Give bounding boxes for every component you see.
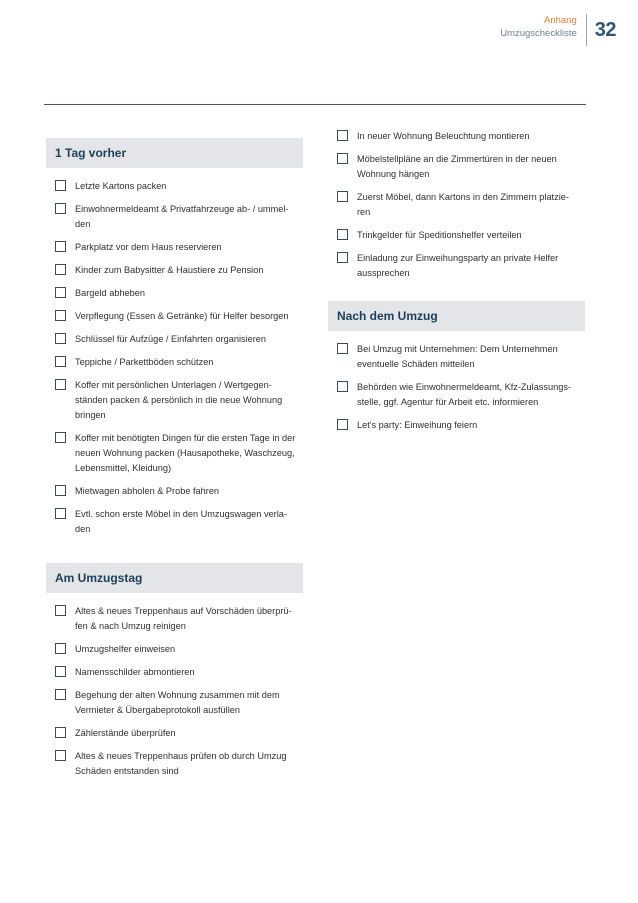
checklist-item <box>46 309 303 324</box>
checkbox[interactable] <box>55 287 66 298</box>
checkbox[interactable] <box>55 356 66 367</box>
left-column <box>46 138 303 805</box>
checklist-item-text: Koffer mit persönlichen Unterlagen / Wertgegen-ständen packen & persönlich in die neue Wohnung bringen <box>75 380 283 420</box>
checklist-item <box>46 263 303 278</box>
checklist-item-text: Schlüssel für Aufzüge / Einfahrten organisieren <box>75 334 267 344</box>
checkbox[interactable] <box>55 485 66 496</box>
checkbox[interactable] <box>55 241 66 252</box>
checklist-item <box>328 129 585 144</box>
checklist-item <box>46 665 303 680</box>
checklist-item <box>328 342 585 372</box>
right-column <box>328 129 585 459</box>
checklist-item-text: Teppiche / Parkettböden schützen <box>75 357 214 367</box>
header-subtitle: Umzugscheckliste <box>500 28 577 39</box>
page-number: 32 <box>594 19 616 41</box>
checklist-item-text: Einladung zur Einweihungsparty an private Helfer aussprechen <box>357 253 559 278</box>
checklist-item <box>46 332 303 347</box>
checkbox[interactable] <box>337 381 348 392</box>
checkbox[interactable] <box>55 727 66 738</box>
checkbox[interactable] <box>55 689 66 700</box>
section-title: Nach dem Umzug <box>328 301 585 331</box>
checklist-item <box>46 355 303 370</box>
checklist-item <box>46 240 303 255</box>
checklist-item <box>46 507 303 537</box>
header-text <box>500 14 586 46</box>
checklist-item <box>46 484 303 499</box>
checkbox[interactable] <box>55 203 66 214</box>
checkbox[interactable] <box>337 252 348 263</box>
checkbox[interactable] <box>55 310 66 321</box>
checklist-item-text: Kinder zum Babysitter & Haustiere zu Pension <box>75 265 264 275</box>
checklist-section <box>46 563 303 779</box>
checklist-item-text: Altes & neues Treppenhaus prüfen ob durch Umzug Schäden entstanden sind <box>75 751 287 776</box>
checkbox[interactable] <box>55 333 66 344</box>
checkbox[interactable] <box>55 264 66 275</box>
checklist-item <box>46 642 303 657</box>
checklist <box>46 604 303 779</box>
checklist <box>46 179 303 537</box>
checklist-item-text: Zählerstände überprüfen <box>75 728 176 738</box>
checklist-item-text: Altes & neues Treppenhaus auf Vorschäden überprü-fen & nach Umzug reinigen <box>75 606 292 631</box>
checklist-item-text: Let's party: Einweihung feiern <box>357 420 478 430</box>
checklist-item <box>46 726 303 741</box>
section-title: Am Umzugstag <box>46 563 303 593</box>
checklist-item <box>46 604 303 634</box>
checklist-item <box>328 228 585 243</box>
checklist-item-text: Mietwagen abholen & Probe fahren <box>75 486 220 496</box>
header-category: Anhang <box>543 15 577 26</box>
checkbox[interactable] <box>337 153 348 164</box>
checklist-item <box>328 251 585 281</box>
checklist-item <box>328 190 585 220</box>
checklist-item-text: Verpflegung (Essen & Getränke) für Helfer besorgen <box>75 311 289 321</box>
checklist <box>328 129 585 281</box>
checklist-item-text: Evtl. schon erste Möbel in den Umzugswagen verla-den <box>75 509 287 534</box>
checkbox[interactable] <box>337 419 348 430</box>
checkbox[interactable] <box>337 343 348 354</box>
checklist-item-text: Trinkgelder für Speditionshelfer verteilen <box>357 230 522 240</box>
checkbox[interactable] <box>337 130 348 141</box>
checkbox[interactable] <box>55 379 66 390</box>
checkbox[interactable] <box>55 180 66 191</box>
checklist-item-text: Letzte Kartons packen <box>75 181 167 191</box>
header-rule <box>44 104 586 105</box>
section-title: 1 Tag vorher <box>46 138 303 168</box>
checklist-item-text: Parkplatz vor dem Haus reservieren <box>75 242 222 252</box>
checklist-item-text: Bei Umzug mit Unternehmen: Dem Unternehmen eventuelle Schäden mitteilen <box>357 344 558 369</box>
checkbox[interactable] <box>337 229 348 240</box>
checklist-item-text: Möbelstellpläne an die Zimmertüren in der neuen Wohnung hängen <box>357 154 557 179</box>
checklist-item <box>46 688 303 718</box>
checkbox[interactable] <box>55 432 66 443</box>
checklist-item <box>46 202 303 232</box>
checklist-item <box>46 431 303 476</box>
checklist-section <box>328 301 585 433</box>
checkbox[interactable] <box>55 508 66 519</box>
checklist-item-text: Koffer mit benötigten Dingen für die ersten Tage in der neuen Wohnung packen (Hausapotheke, Waschzeug, Lebensmittel, Kleidung) <box>75 433 296 473</box>
checklist-item <box>328 380 585 410</box>
checklist-item-text: In neuer Wohnung Beleuchtung montieren <box>357 131 530 141</box>
checklist-item-text: Umzugshelfer einweisen <box>75 644 176 654</box>
checkbox[interactable] <box>55 643 66 654</box>
checklist-item-text: Behörden wie Einwohnermeldeamt, Kfz-Zulassungs-stelle, ggf. Agentur für Arbeit etc. informieren <box>357 382 571 407</box>
checklist <box>328 342 585 433</box>
checklist-item <box>46 378 303 423</box>
checkbox[interactable] <box>55 605 66 616</box>
checkbox[interactable] <box>55 750 66 761</box>
checklist-item-text: Bargeld abheben <box>75 288 145 298</box>
checklist-item-text: Begehung der alten Wohnung zusammen mit dem Vermieter & Übergabeprotokoll ausfüllen <box>75 690 280 715</box>
checkbox[interactable] <box>337 191 348 202</box>
checklist-item-text: Namensschilder abmontieren <box>75 667 195 677</box>
checklist-section <box>46 138 303 537</box>
checklist-item-text: Zuerst Möbel, dann Kartons in den Zimmern platzie-ren <box>357 192 569 217</box>
checklist-item <box>46 179 303 194</box>
checklist-item <box>46 286 303 301</box>
checklist-item <box>46 749 303 779</box>
checkbox[interactable] <box>55 666 66 677</box>
checklist-item <box>328 152 585 182</box>
page-header <box>500 14 616 46</box>
checklist-item-text: Einwohnermeldeamt & Privatfahrzeuge ab- / ummel-den <box>75 204 289 229</box>
checklist-item <box>328 418 585 433</box>
